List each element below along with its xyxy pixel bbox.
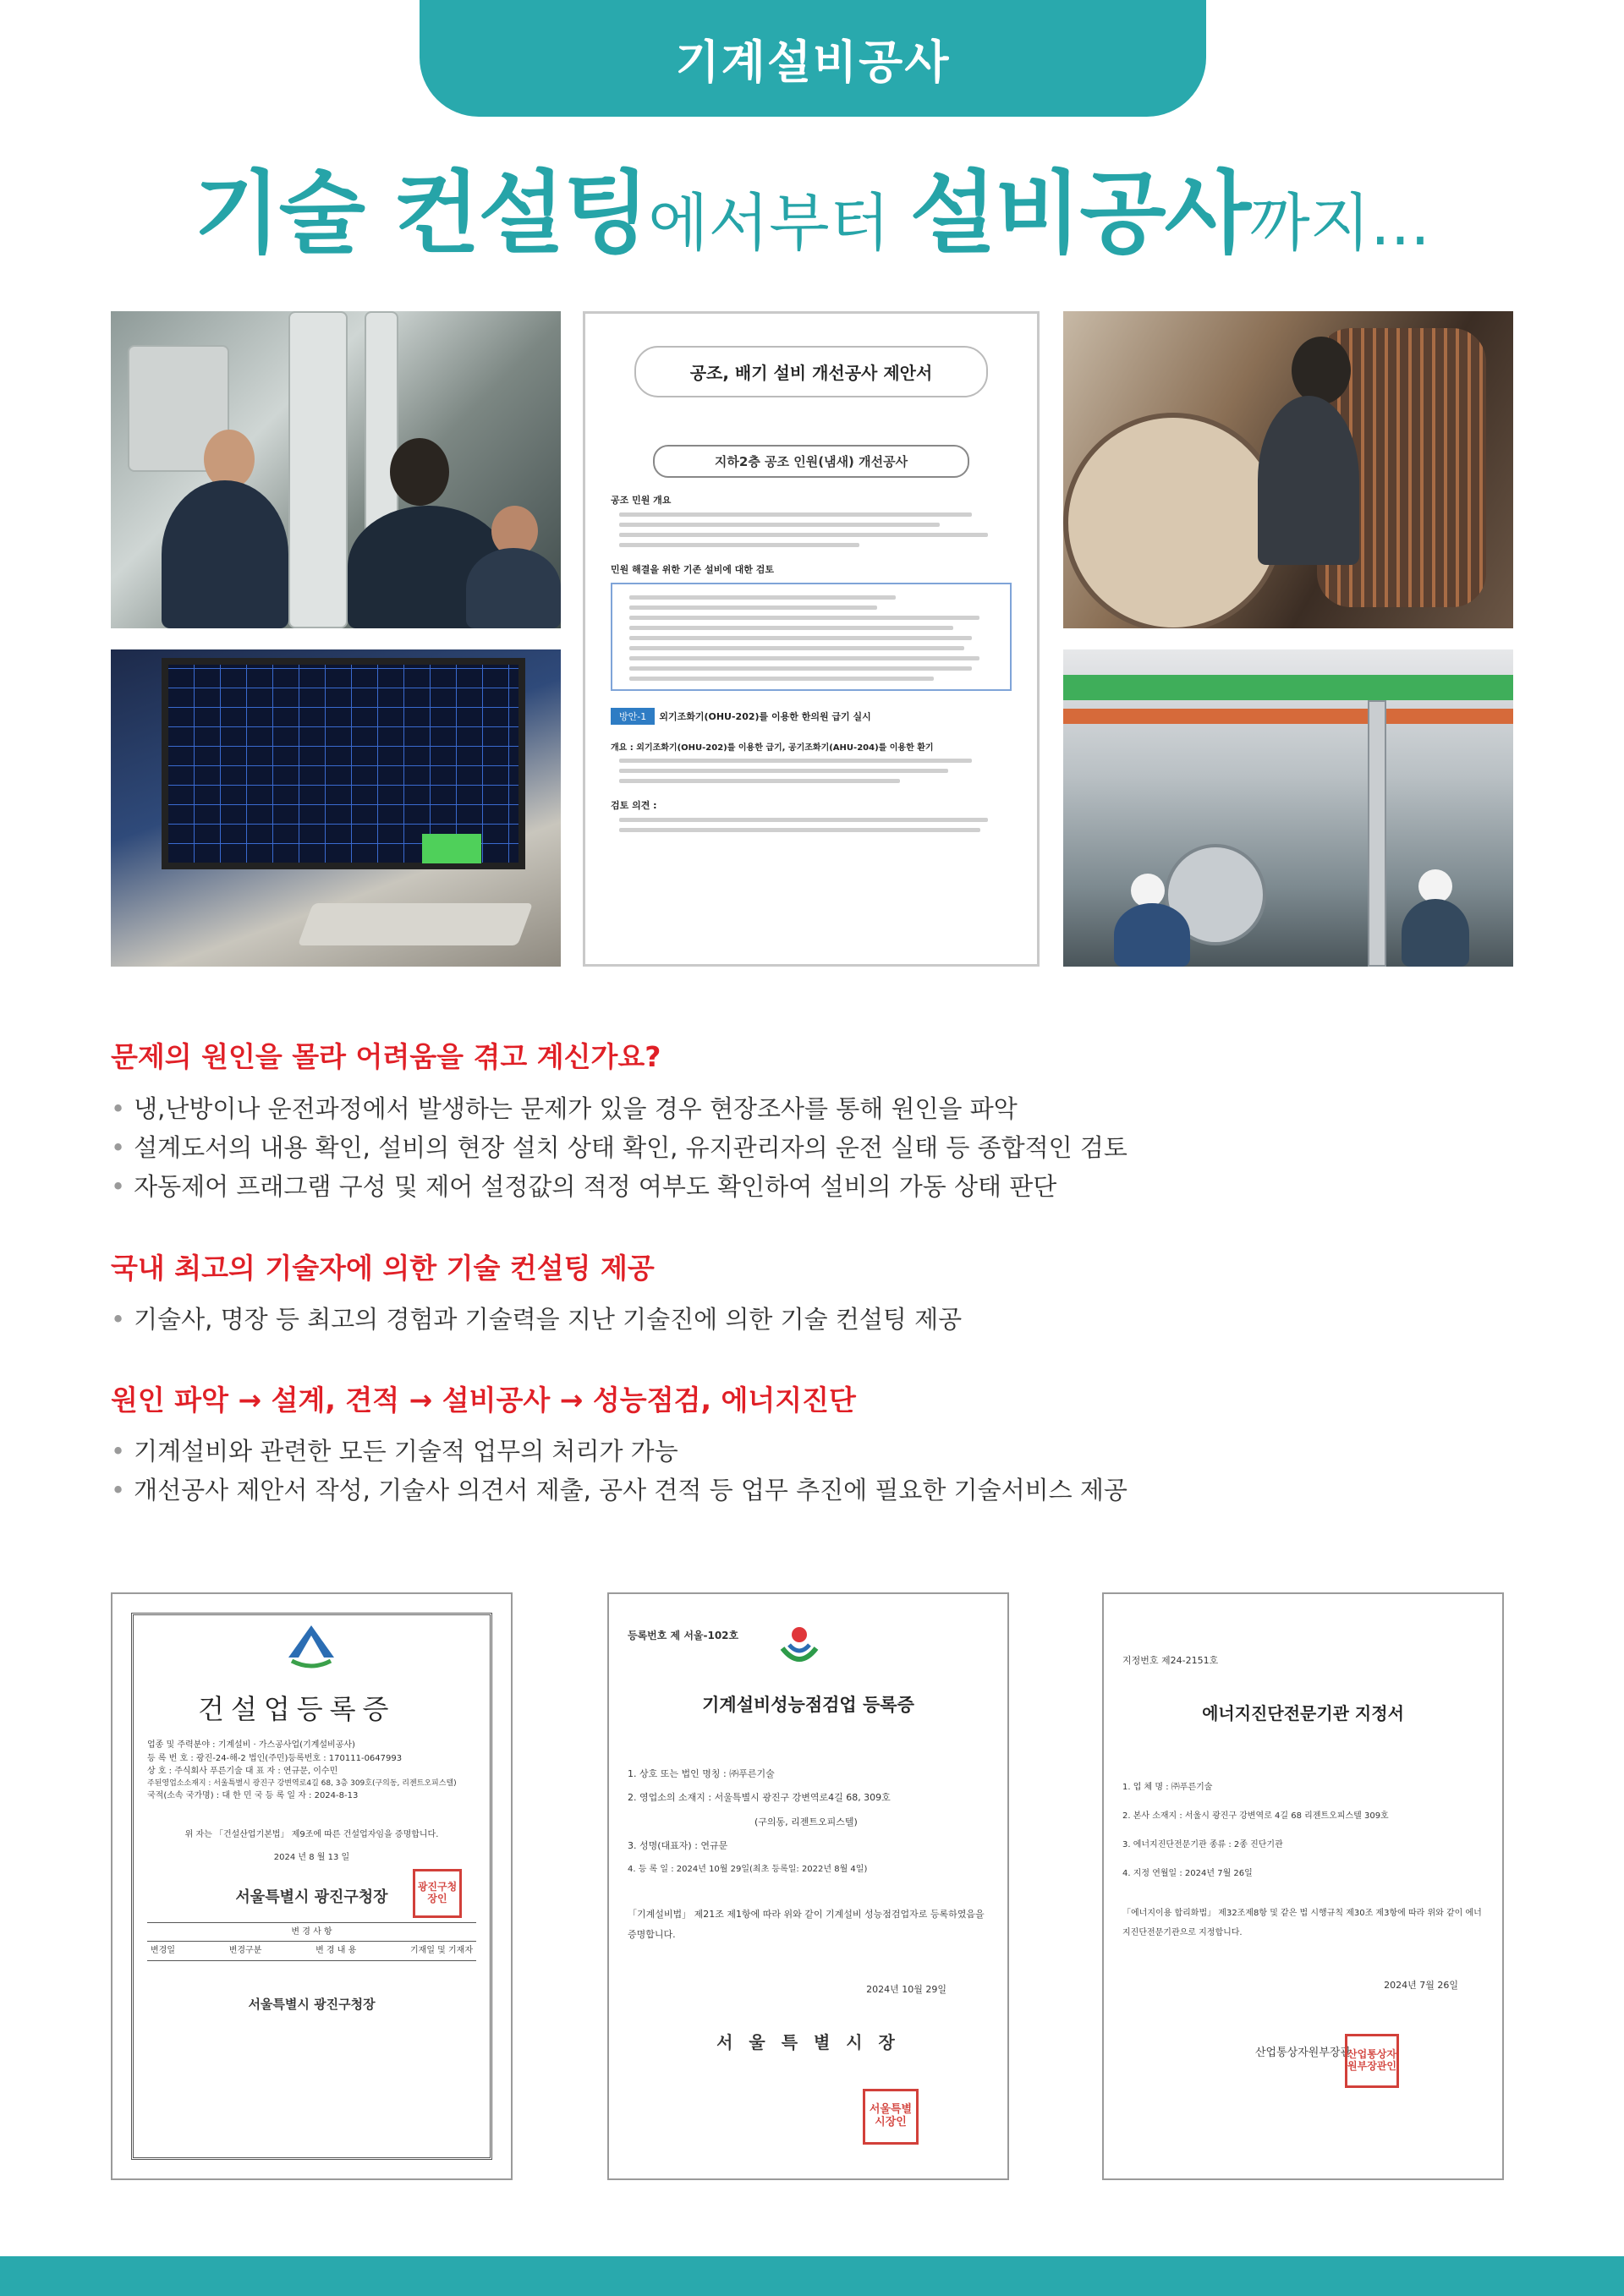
certificate-statement: 「에너지이용 합리화법」 제32조제8항 및 같은 법 시행규칙 제30조 제3항에 따라 위와 같이 에너지진단전문기관으로 지정합니다. — [1122, 1909, 1482, 1938]
certificate-line: 4. 등 록 일 : 2024년 10월 29일(최초 등록일: 2022년 8월 4일) — [628, 1864, 868, 1874]
official-stamp: 광진구청장인 — [413, 1869, 462, 1918]
headline-part1: 기술 컨설팅 — [194, 162, 649, 266]
proposal-subtitle: 지하2층 공조 인원(냄새) 개선공사 — [653, 445, 969, 478]
headline — [0, 142, 1624, 271]
seoul-logo-icon — [774, 1619, 825, 1670]
certificate-statement: 위 자는 「건설산업기본법」 제9조에 따른 건설업자임을 증명합니다. — [184, 1829, 439, 1839]
category-label: 기계설비공사 — [675, 35, 951, 89]
certificate-performance-inspection — [607, 1592, 1009, 2180]
bullet-item: • 자동제어 프래그램 구성 및 제어 설정값의 적정 여부도 확인하여 설비의 가동 상태 판단 — [111, 1172, 1057, 1201]
bullet-item: • 냉,난방이나 운전과정에서 발생하는 문제가 있을 경우 현장조사를 통해 원인을 파악 — [111, 1094, 1018, 1123]
certificate-line: 4. 지정 연월일 : 2024년 7월 26일 — [1122, 1869, 1253, 1879]
certificate-construction-registration — [111, 1592, 513, 2180]
photo-cad-monitor — [111, 649, 561, 967]
certificate-line: 업종 및 주력분야 : 기계설비 · 가스공사업(기계설비공사) — [147, 1740, 355, 1750]
certificate-energy-diagnosis — [1102, 1592, 1504, 2180]
certificate-line: 3. 에너지진단전문기관 종류 : 2종 진단기관 — [1122, 1840, 1283, 1850]
proposal-tag: 방안-1 — [611, 708, 655, 725]
certificate-title: 에너지진단전문기관 지정서 — [1202, 1703, 1404, 1724]
bullet-item: • 개선공사 제안서 작성, 기술사 의견서 제출, 공사 견적 등 업무 추진에 필요한 기술서비스 제공 — [111, 1476, 1127, 1504]
certificate-issuer: 서울특별시 광진구청장 — [235, 1888, 388, 1906]
change-col: 기재일 및 기재자 — [410, 1946, 473, 1956]
photo-boiler-work — [1063, 311, 1513, 628]
bullet-item: • 기계설비와 관련한 모든 기술적 업무의 처리가 가능 — [111, 1437, 678, 1466]
change-col: 변경일 — [151, 1946, 175, 1956]
proposal-section-3: 개요 : 외기조화기(OHU-202)를 이용한 급기, 공기조화기(AHU-204)를 이용한 환기 — [611, 743, 934, 753]
certificate-issuer: 산업통상자원부장관 — [1254, 2047, 1352, 2060]
category-tab — [420, 0, 1206, 117]
change-col: 변 경 내 용 — [315, 1946, 357, 1956]
certificate-line: 1. 업 체 명 : ㈜푸른기술 — [1122, 1783, 1213, 1793]
proposal-review-box — [611, 583, 1012, 691]
bullet-item: • 설계도서의 내용 확인, 설비의 현장 설치 상태 확인, 유지관리자의 운전 실태 등 종합적인 검토 — [111, 1133, 1127, 1162]
certificate-issuer: 서 울 특 별 시 장 — [716, 2032, 900, 2053]
section-title-consulting: 국내 최고의 기술자에 의한 기술 컨설팅 제공 — [111, 1252, 655, 1285]
proposal-title: 공조, 배기 설비 개선공사 제안서 — [634, 346, 988, 397]
registration-number: 등록번호 제 서울-102호 — [628, 1630, 739, 1641]
designation-number: 지정번호 제24-2151호 — [1122, 1655, 1219, 1666]
proposal-document — [583, 311, 1040, 967]
section-title-process: 원인 파악 → 설계, 견적 → 설비공사 → 성능점검, 에너지진단 — [111, 1384, 856, 1417]
proposal-section-2: 민원 해결을 위한 기존 설비에 대한 검토 — [611, 564, 774, 575]
footer-bar — [0, 2256, 1624, 2296]
change-col: 변경구분 — [228, 1946, 262, 1956]
certificate-date: 2024년 7월 26일 — [1384, 1980, 1458, 1992]
proposal-tag-text: 외기조화기(OHU-202)를 이용한 한의원 급기 실시 — [659, 711, 871, 722]
certificate-date: 2024 년 8 월 13 일 — [273, 1853, 350, 1863]
certificate-line: (구의동, 리젠트오피스텔) — [754, 1816, 858, 1827]
headline-part3: 설비공사 — [909, 162, 1250, 266]
photo-ceiling-installation — [1063, 649, 1513, 967]
certificate-date: 2024년 10월 29일 — [866, 1984, 946, 1996]
certificate-line: 1. 상호 또는 법인 명칭 : ㈜푸른기술 — [628, 1767, 775, 1779]
certificate-line: 상 호 : 주식회사 푸른기술 대 표 자 : 연규문, 이수민 — [147, 1767, 338, 1776]
government-emblem-icon — [282, 1624, 341, 1671]
proposal-section-1: 공조 민원 개요 — [611, 495, 672, 506]
certificate-line: 2. 본사 소재지 : 서울시 광진구 강변역로 4길 68 리젠트오피스텔 309호 — [1122, 1811, 1389, 1822]
certificate-line: 국적(소속 국가명) : 대 한 민 국 등 록 일 자 : 2024-8-13 — [147, 1791, 359, 1801]
bullet-item: • 기술사, 명장 등 최고의 경험과 기술력을 지난 기술진에 의한 기술 컨설팅 제공 — [111, 1305, 963, 1334]
proposal-section-4: 검토 의견 : — [611, 800, 657, 811]
section-title-problem: 문제의 원인을 몰라 어려움을 겪고 계신가요? — [111, 1040, 661, 1073]
certificate-line: 2. 영업소의 소재지 : 서울특별시 광진구 강변역로4길 68, 309호 — [628, 1792, 891, 1804]
certificate-line: 주된영업소소재지 : 서울특별시 광진구 강변역로4길 68, 3층 309호(구의동, 리젠트오피스텔) — [147, 1778, 457, 1788]
change-header: 변 경 사 항 — [147, 1922, 476, 1943]
certificate-line: 등 록 번 호 : 광진-24-해-2 법인(주민)등록번호 : 170111-0647993 — [147, 1753, 403, 1763]
certificate-issuer-2: 서울특별시 광진구청장 — [248, 1996, 376, 2012]
certificate-title: 건설업등록증 — [198, 1693, 396, 1725]
official-stamp: 산업통상자원부장관인 — [1345, 2034, 1399, 2088]
headline-part4: 까지... — [1249, 187, 1430, 260]
certificate-title: 기계설비성능점검업 등록증 — [702, 1694, 914, 1715]
official-stamp: 서울특별시장인 — [863, 2089, 919, 2145]
headline-part2: 에서부터 — [648, 187, 910, 260]
certificate-statement: 「기계설비법」 제21조 제1항에 따라 위와 같이 기계설비 성능점검업자로 등록하였음을 증명합니다. — [628, 1908, 985, 1941]
certificate-line: 3. 성명(대표자) : 연규문 — [628, 1840, 728, 1852]
photo-engineers-inspection — [111, 311, 561, 628]
